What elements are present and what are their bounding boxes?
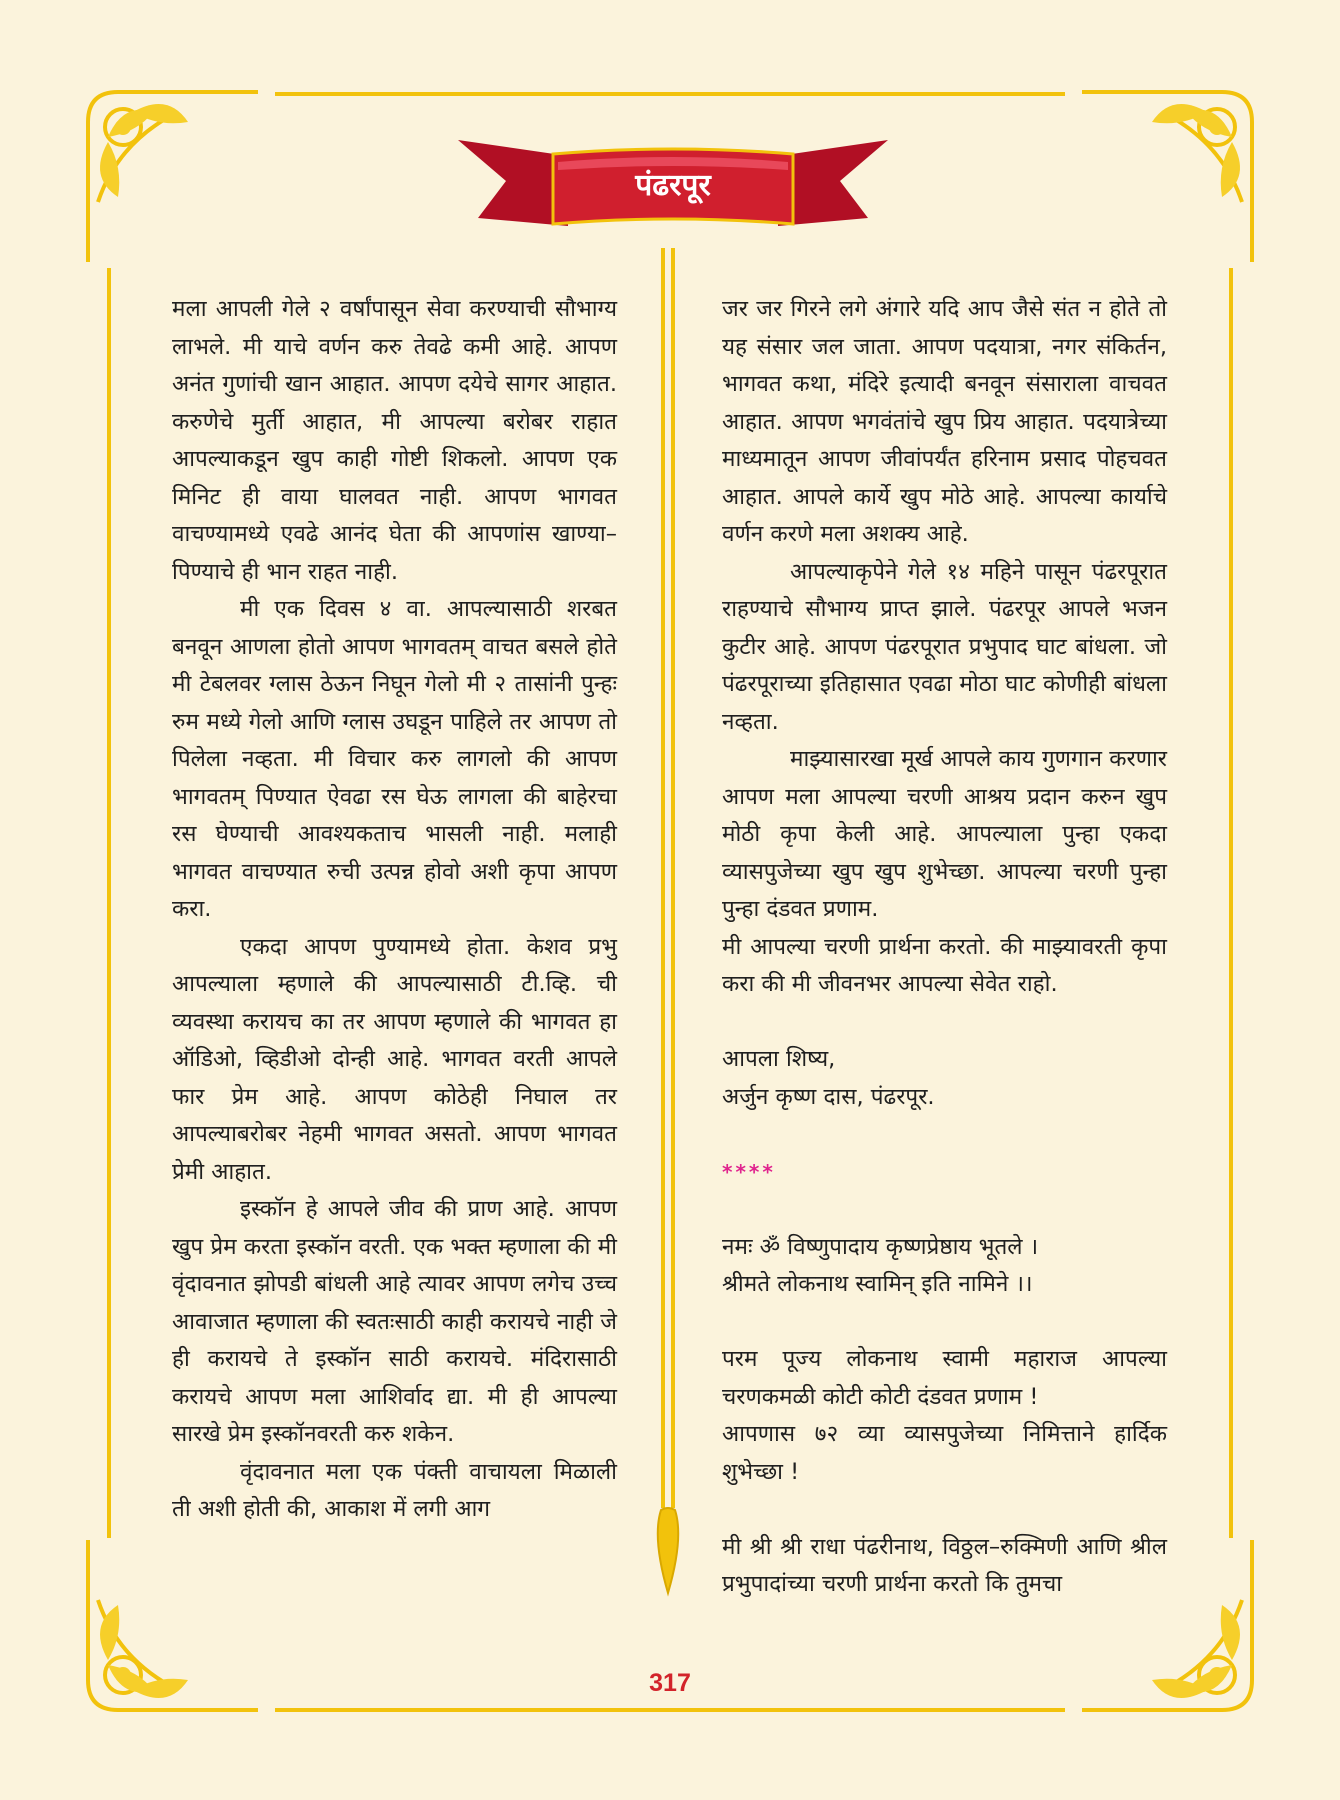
left-paragraph-3: एकदा आपण पुण्यामध्ये होता. केशव प्रभु आपल्याला म्हणाले की आपल्यासाठी टी.व्हि. ची व्यवस्था करायच का तर आपण म्हणाले की भागवत हा ऑडिओ, व्हिडीओ दोन्ही आहे. भागवत वरती आपले फार प्रेम आहे. आपण कोठेही निघाल तर आपल्याबरोबर नेहमी भागवत असतो. आपण भागवत प्रेमी आहात.	[172, 933, 617, 1185]
left-paragraph-4: इस्कॉन हे आपले जीव की प्राण आहे. आपण खुप प्रेम करता इस्कॉन वरती. एक भक्त म्हणाला की मी वृंदावनात झोपडी बांधली आहे त्यावर आपण लगेच उच्च आवाजात म्हणाला की स्वतःसाठी काही करायचे नाही जे ही करायचे ते इस्कॉन साठी करायचे. मंदिरासाठी करायचे आपण मला आशिर्वाद द्या. मी ही आपल्या सारखे प्रेम इस्कॉनवरती करु शकेन.	[172, 1196, 617, 1447]
right-paragraph-5: परम पूज्य लोकनाथ स्वामी महाराज आपल्या चरणकमळी कोटी कोटी दंडवत प्रणाम !	[722, 1346, 1167, 1410]
right-paragraph-7: मी श्री श्री राधा पंढरीनाथ, विठ्ठल–रुक्मिणी आणि श्रील प्रभुपादांच्या चरणी प्रार्थना करतो कि तुमचा	[722, 1533, 1167, 1597]
signature-line-2: अर्जुन कृष्ण दास, पंढरपूर.	[722, 1083, 935, 1110]
verse-line-2: श्रीमते लोकनाथ स्वामिन् इति नामिने ।।	[722, 1271, 1033, 1297]
left-paragraph-5: वृंदावनात मला एक पंक्ती वाचायला मिळाली ती अशी होती की, आकाश में लगी आग	[172, 1458, 617, 1522]
signature-line-1: आपला शिष्य,	[722, 1046, 836, 1072]
frame-right-line	[1229, 268, 1233, 1538]
right-paragraph-1: जर जर गिरने लगे अंगारे यदि आप जैसे संत न होते तो यह संसार जल जाता. आपण पदयात्रा, नगर संकिर्तन, भागवत कथा, मंदिरे इत्यादी बनवून संसाराला वाचवत आहात. आपण भगवंतांचे खुप प्रिय आहात. पदयात्रेच्या माध्यमातून आपण जीवांपर्यंत हरिनाम प्रसाद पोहचवत आहात. आपले कार्ये खुप मोठे आहे. आपल्या कार्याचे वर्णन करणे मला अशक्य आहे.	[722, 296, 1167, 547]
right-paragraph-3: माझ्यासारखा मूर्ख आपले काय गुणगान करणार आपण मला आपल्या चरणी आश्रय प्रदान करुन खुप मोठी कृपा केली आहे. आपल्याला पुन्हा एकदा व्यासपुजेच्या खुप खुप शुभेच्छा. आपल्या चरणी पुन्हा पुन्हा दंडवत प्रणाम.	[722, 746, 1167, 922]
section-separator-stars: ****	[722, 1159, 776, 1184]
left-paragraph-2: मी एक दिवस ४ वा. आपल्यासाठी शरबत बनवून आणला होतो आपण भागवतम् वाचत बसले होते मी टेबलवर ग्लास ठेऊन निघून गेलो मी २ तासांनी पुन्हः रुम मध्ये गेलो आणि ग्लास उघडून पाहिले तर आपण तो पिलेला नव्हता. मी विचार करु लागलो की आपण भागवतम् पिण्यात ऐवढा रस घेऊ लागला की बाहेरचा रस घेण्याची आवश्यकताच भासली नाही. मलाही भागवत वाचण्यात रुची उत्पन्न होवो अशी कृपा आपण करा.	[172, 596, 617, 922]
right-paragraph-2: आपल्याकृपेने गेले १४ महिने पासून पंढरपूरात राहण्याचे सौभाग्य प्राप्त झाले. पंढरपूर आपले भजन कुटीर आहे. आपण पंढरपूरात प्रभुपाद घाट बांधला. जो पंढरपूराच्या इतिहासात एवढा मोठा घाट कोणीही बांधला नव्हता.	[722, 558, 1167, 735]
frame-top-line	[275, 92, 1065, 96]
frame-bottom-line	[275, 1708, 1065, 1712]
right-paragraph-6: आपणास ७२ व्या व्यासपुजेच्या निमित्ताने हार्दिक शुभेच्छा !	[722, 1421, 1167, 1485]
left-paragraph-1: मला आपली गेले २ वर्षांपासून सेवा करण्याची सौभाग्य लाभले. मी याचे वर्णन करु तेवढे कमी आहे. आपण अनंत गुणांची खान आहात. आपण दयेचे सागर आहात. करुणेचे मुर्ती आहात, मी आपल्या बरोबर राहात आपल्याकडून खुप काही गोष्टी शिकलो. आपण एक मिनिट ही वाया घालवत नाही. आपण भागवत वाचण्यामध्ये एवढे आनंद घेता की आपणांस खाण्या–पिण्याचे ही भान राहत नाही.	[172, 296, 617, 585]
corner-ornament-top-right	[1072, 82, 1262, 272]
right-paragraph-4: मी आपल्या चरणी प्रार्थना करतो. की माझ्यावरती कृपा करा की मी जीवनभर आपल्या सेवेत राहो.	[722, 933, 1167, 997]
frame-left-line	[107, 268, 111, 1538]
page-title: पंढरपूर	[635, 168, 711, 203]
corner-ornament-top-left	[78, 82, 268, 272]
left-column	[172, 291, 617, 1529]
column-divider	[648, 248, 688, 1598]
corner-ornament-bottom-left	[78, 1530, 268, 1720]
page-number: 317	[649, 1669, 691, 1697]
right-column	[722, 291, 1167, 1604]
verse-line-1: नमः ॐ विष्णुपादाय कृष्णप्रेष्ठाय भूतले ।	[722, 1233, 1039, 1260]
